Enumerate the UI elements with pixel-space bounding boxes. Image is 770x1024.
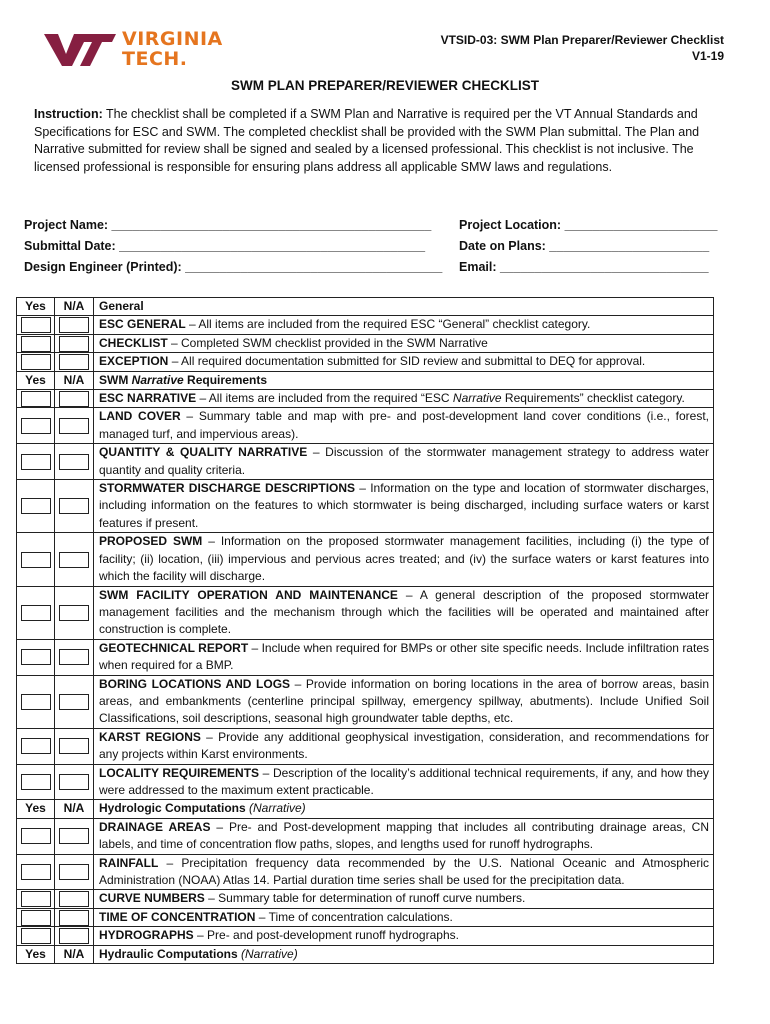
item-title: ESC NARRATIVE [99,391,197,406]
virginia-tech-logo [44,28,224,70]
checklist-item-locality [94,764,714,800]
checklist-item-hydrographs [94,927,714,945]
na-checkbox[interactable] [59,738,89,754]
na-checkbox[interactable] [59,694,89,710]
item-description-italic: Narrative [452,391,502,406]
yes-column-header: Yes [17,800,55,818]
yes-checkbox[interactable] [21,928,51,944]
na-checkbox[interactable] [59,418,89,434]
na-checkbox[interactable] [59,864,89,880]
instruction-paragraph [34,106,710,176]
section-header-hydraulic [17,945,714,963]
yes-column-header: Yes [17,371,55,389]
instruction-text: The checklist shall be completed if a SWM Plan and Narrative is required per the VT Annual Standards and Specifications for ESC and SWM. The completed checklist shall be provided with the SWM Plan submittal. The Plan and Narrative submitted for review shall be signed and sealed by a licensed professional. This checklist is not inclusive. The licensed professional is responsible for ensuring plans address all applicable SMW laws and regulations. [34,107,700,174]
item-description: – Pre- and Post-development mapping that includes all contributing drainage areas, CN labels, and time of concentration flow paths, slopes, and lengths used for runoff hydrographs. [99,819,709,852]
document-id-title: VTSID-03: SWM Plan Preparer/Reviewer Checklist [440,33,724,47]
yes-checkbox[interactable] [21,694,51,710]
yes-checkbox[interactable] [21,391,51,407]
na-checkbox[interactable] [59,910,89,926]
checklist-item-rainfall [94,854,714,890]
na-checkbox[interactable] [59,605,89,621]
item-description: – Description of the locality’s additional technical requirements, if any, and how they were addressed to the maximum extent practicable. [99,765,709,797]
yes-checkbox[interactable] [21,774,51,790]
item-description: – Completed SWM checklist provided in the SWM Narrative [167,335,488,350]
item-title: LAND COVER [99,409,181,424]
checklist-row [17,390,714,408]
na-checkbox[interactable] [59,891,89,907]
yes-checkbox[interactable] [21,317,51,333]
item-title: ESC GENERAL [99,317,186,332]
section-title-hydrologic [94,800,714,818]
checklist-item-quantity-quality [94,444,714,480]
yes-checkbox[interactable] [21,552,51,568]
item-title: RAINFALL [99,855,159,870]
yes-checkbox[interactable] [21,738,51,754]
item-title: LOCALITY REQUIREMENTS [99,765,260,780]
na-checkbox[interactable] [59,454,89,470]
section-header-general [17,298,714,316]
na-checkbox[interactable] [59,552,89,568]
checklist-table [16,297,714,964]
checklist-row [17,586,714,639]
checklist-row [17,334,714,352]
item-description: – Provide information on boring locations in the area of borrow areas, basin areas, and embankments (centerline principal spillway, emergency spillway, abutments). Include Unified Soil Classifications, soil descriptions, seasonal high groundwater table depths, etc. [99,676,709,726]
checklist-item-operation-maintenance [94,586,714,639]
checklist-item-boring [94,675,714,728]
yes-checkbox[interactable] [21,336,51,352]
na-checkbox[interactable] [59,391,89,407]
item-description: – A general description of the proposed stormwater management facilities and the mechanism through which the facilities will be operated and maintained after construction is complete. [99,587,709,637]
item-description: – All required documentation submitted for SID review and submittal to DEQ for approval. [168,354,646,369]
yes-checkbox[interactable] [21,418,51,434]
checklist-row [17,408,714,444]
checklist-row [17,444,714,480]
checklist-row [17,908,714,926]
item-description: – Pre- and post-development runoff hydrographs. [193,928,459,943]
na-checkbox[interactable] [59,774,89,790]
item-title: TIME OF CONCENTRATION [99,909,256,924]
project-name-field[interactable]: Project Name: ______________________________________________ [24,218,432,232]
item-title: CHECKLIST [99,335,168,350]
na-column-header: N/A [55,371,94,389]
vt-monogram-icon [44,30,116,68]
item-description: – Information on the proposed stormwater management facilities, including (i) the type of facility; (ii) location, (iii) impervious and pervious acres treated; and (iv) the surface waters or karst features into which the facility will discharge. [99,534,709,584]
yes-column-header: Yes [17,298,55,316]
item-description: – Summary table for determination of runoff curve numbers. [204,891,526,906]
yes-column-header: Yes [17,945,55,963]
section-title-italic: Narrative [131,372,184,387]
yes-checkbox[interactable] [21,864,51,880]
checklist-item-karst [94,728,714,764]
section-header-narrative [17,371,714,389]
na-checkbox[interactable] [59,649,89,665]
checklist-item-esc-general [94,316,714,334]
na-checkbox[interactable] [59,317,89,333]
checklist-row [17,316,714,334]
checklist-row [17,533,714,586]
item-title: HYDROGRAPHS [99,928,194,943]
yes-checkbox[interactable] [21,498,51,514]
item-description: – Include when required for BMPs or other site specific needs. Include infiltration rates when required for a BMP. [99,640,709,673]
yes-checkbox[interactable] [21,454,51,470]
checklist-item-curve-numbers [94,890,714,908]
section-title-general: General [94,298,714,316]
checklist-row [17,480,714,533]
na-checkbox[interactable] [59,498,89,514]
document-version: V1-19 [691,49,724,63]
yes-checkbox[interactable] [21,649,51,665]
na-column-header: N/A [55,298,94,316]
item-description: – Time of concentration calculations. [255,909,453,924]
item-description: – All items are included from the required “ESC [196,391,453,406]
section-title-italic: (Narrative) [249,801,306,816]
na-checkbox[interactable] [59,354,89,370]
yes-checkbox[interactable] [21,891,51,907]
section-title-italic: (Narrative) [241,946,298,961]
yes-checkbox[interactable] [21,605,51,621]
checklist-row [17,675,714,728]
item-title: QUANTITY & QUALITY NARRATIVE [99,445,308,460]
section-title-part: Hydraulic Computations [99,946,242,961]
section-title-part: Hydrologic Computations [99,801,249,816]
section-title-narrative [94,371,714,389]
checklist-row [17,927,714,945]
item-description: – Precipitation frequency data recommended by the U.S. National Oceanic and Atmospheric Administration (NOAA) Atlas 14. Partial duration time series shall be used for the precipitation data. [99,855,709,887]
section-header-hydrologic [17,800,714,818]
page-title: SWM PLAN PREPARER/REVIEWER CHECKLIST [230,78,539,93]
item-title: KARST REGIONS [99,729,201,744]
checklist-item-land-cover [94,408,714,444]
item-title: SWM FACILITY OPERATION AND MAINTENANCE [99,587,398,602]
na-column-header: N/A [55,800,94,818]
logo-word-virginia: VIRGINIA [122,28,223,50]
item-description: – Information on the type and location of stormwater discharges, including information on the features to which stormwater is being discharged, including surface waters or karst features if present. [99,481,709,530]
yes-checkbox[interactable] [21,354,51,370]
section-title-part: SWM [99,372,132,387]
checklist-item-geotechnical [94,639,714,675]
checklist-row [17,764,714,800]
document-id [441,32,724,64]
checklist-row [17,818,714,854]
item-title: PROPOSED SWM [99,534,203,549]
instruction-label: Instruction: [34,107,103,121]
checklist-item-discharge [94,480,714,533]
checklist-item-exception [94,353,714,371]
item-title: STORMWATER DISCHARGE DESCRIPTIONS [99,481,356,496]
email-field[interactable]: Email: ______________________________ [459,260,709,274]
submittal-date-field[interactable]: Submittal Date: ____________________________________________ [24,239,426,253]
checklist-item-drainage [94,818,714,854]
section-title-hydraulic [94,945,714,963]
item-description: – Provide any additional geophysical investigation, consideration, and recommendations for any projects within Karst environments. [99,729,709,762]
checklist-row [17,854,714,890]
item-description: – All items are included from the required ESC “General” checklist category. [185,317,591,332]
project-location-field[interactable]: Project Location: ______________________ [459,218,718,232]
na-checkbox[interactable] [59,928,89,944]
checklist-item-checklist [94,334,714,352]
checklist-row [17,639,714,675]
item-description: Requirements” checklist category. [501,391,685,406]
na-checkbox[interactable] [59,828,89,844]
logo-word-tech: TECH. [122,48,188,70]
checklist-row [17,353,714,371]
checklist-item-proposed-swm [94,533,714,586]
date-on-plans-field[interactable]: Date on Plans: _______________________ [459,239,710,253]
yes-checkbox[interactable] [21,828,51,844]
yes-checkbox[interactable] [21,910,51,926]
checklist-item-esc-narrative [94,390,714,408]
na-column-header: N/A [55,945,94,963]
section-title-part: Requirements [183,372,268,387]
checklist-item-time-of-concentration [94,908,714,926]
item-title: GEOTECHNICAL REPORT [99,640,249,655]
item-title: BORING LOCATIONS AND LOGS [99,676,291,691]
item-title: EXCEPTION [99,354,169,369]
item-title: CURVE NUMBERS [99,891,205,906]
checklist-row [17,890,714,908]
checklist-row [17,728,714,764]
na-checkbox[interactable] [59,336,89,352]
item-title: DRAINAGE AREAS [99,819,211,834]
item-description: – Discussion of the stormwater management strategy to address water quantity and quality criteria. [99,445,710,477]
item-description: – Summary table and map with pre- and post-development land cover conditions (i.e., forest, managed turf, and impervious areas). [99,409,709,441]
design-engineer-field[interactable]: Design Engineer (Printed): _____________________________________ [24,260,443,274]
